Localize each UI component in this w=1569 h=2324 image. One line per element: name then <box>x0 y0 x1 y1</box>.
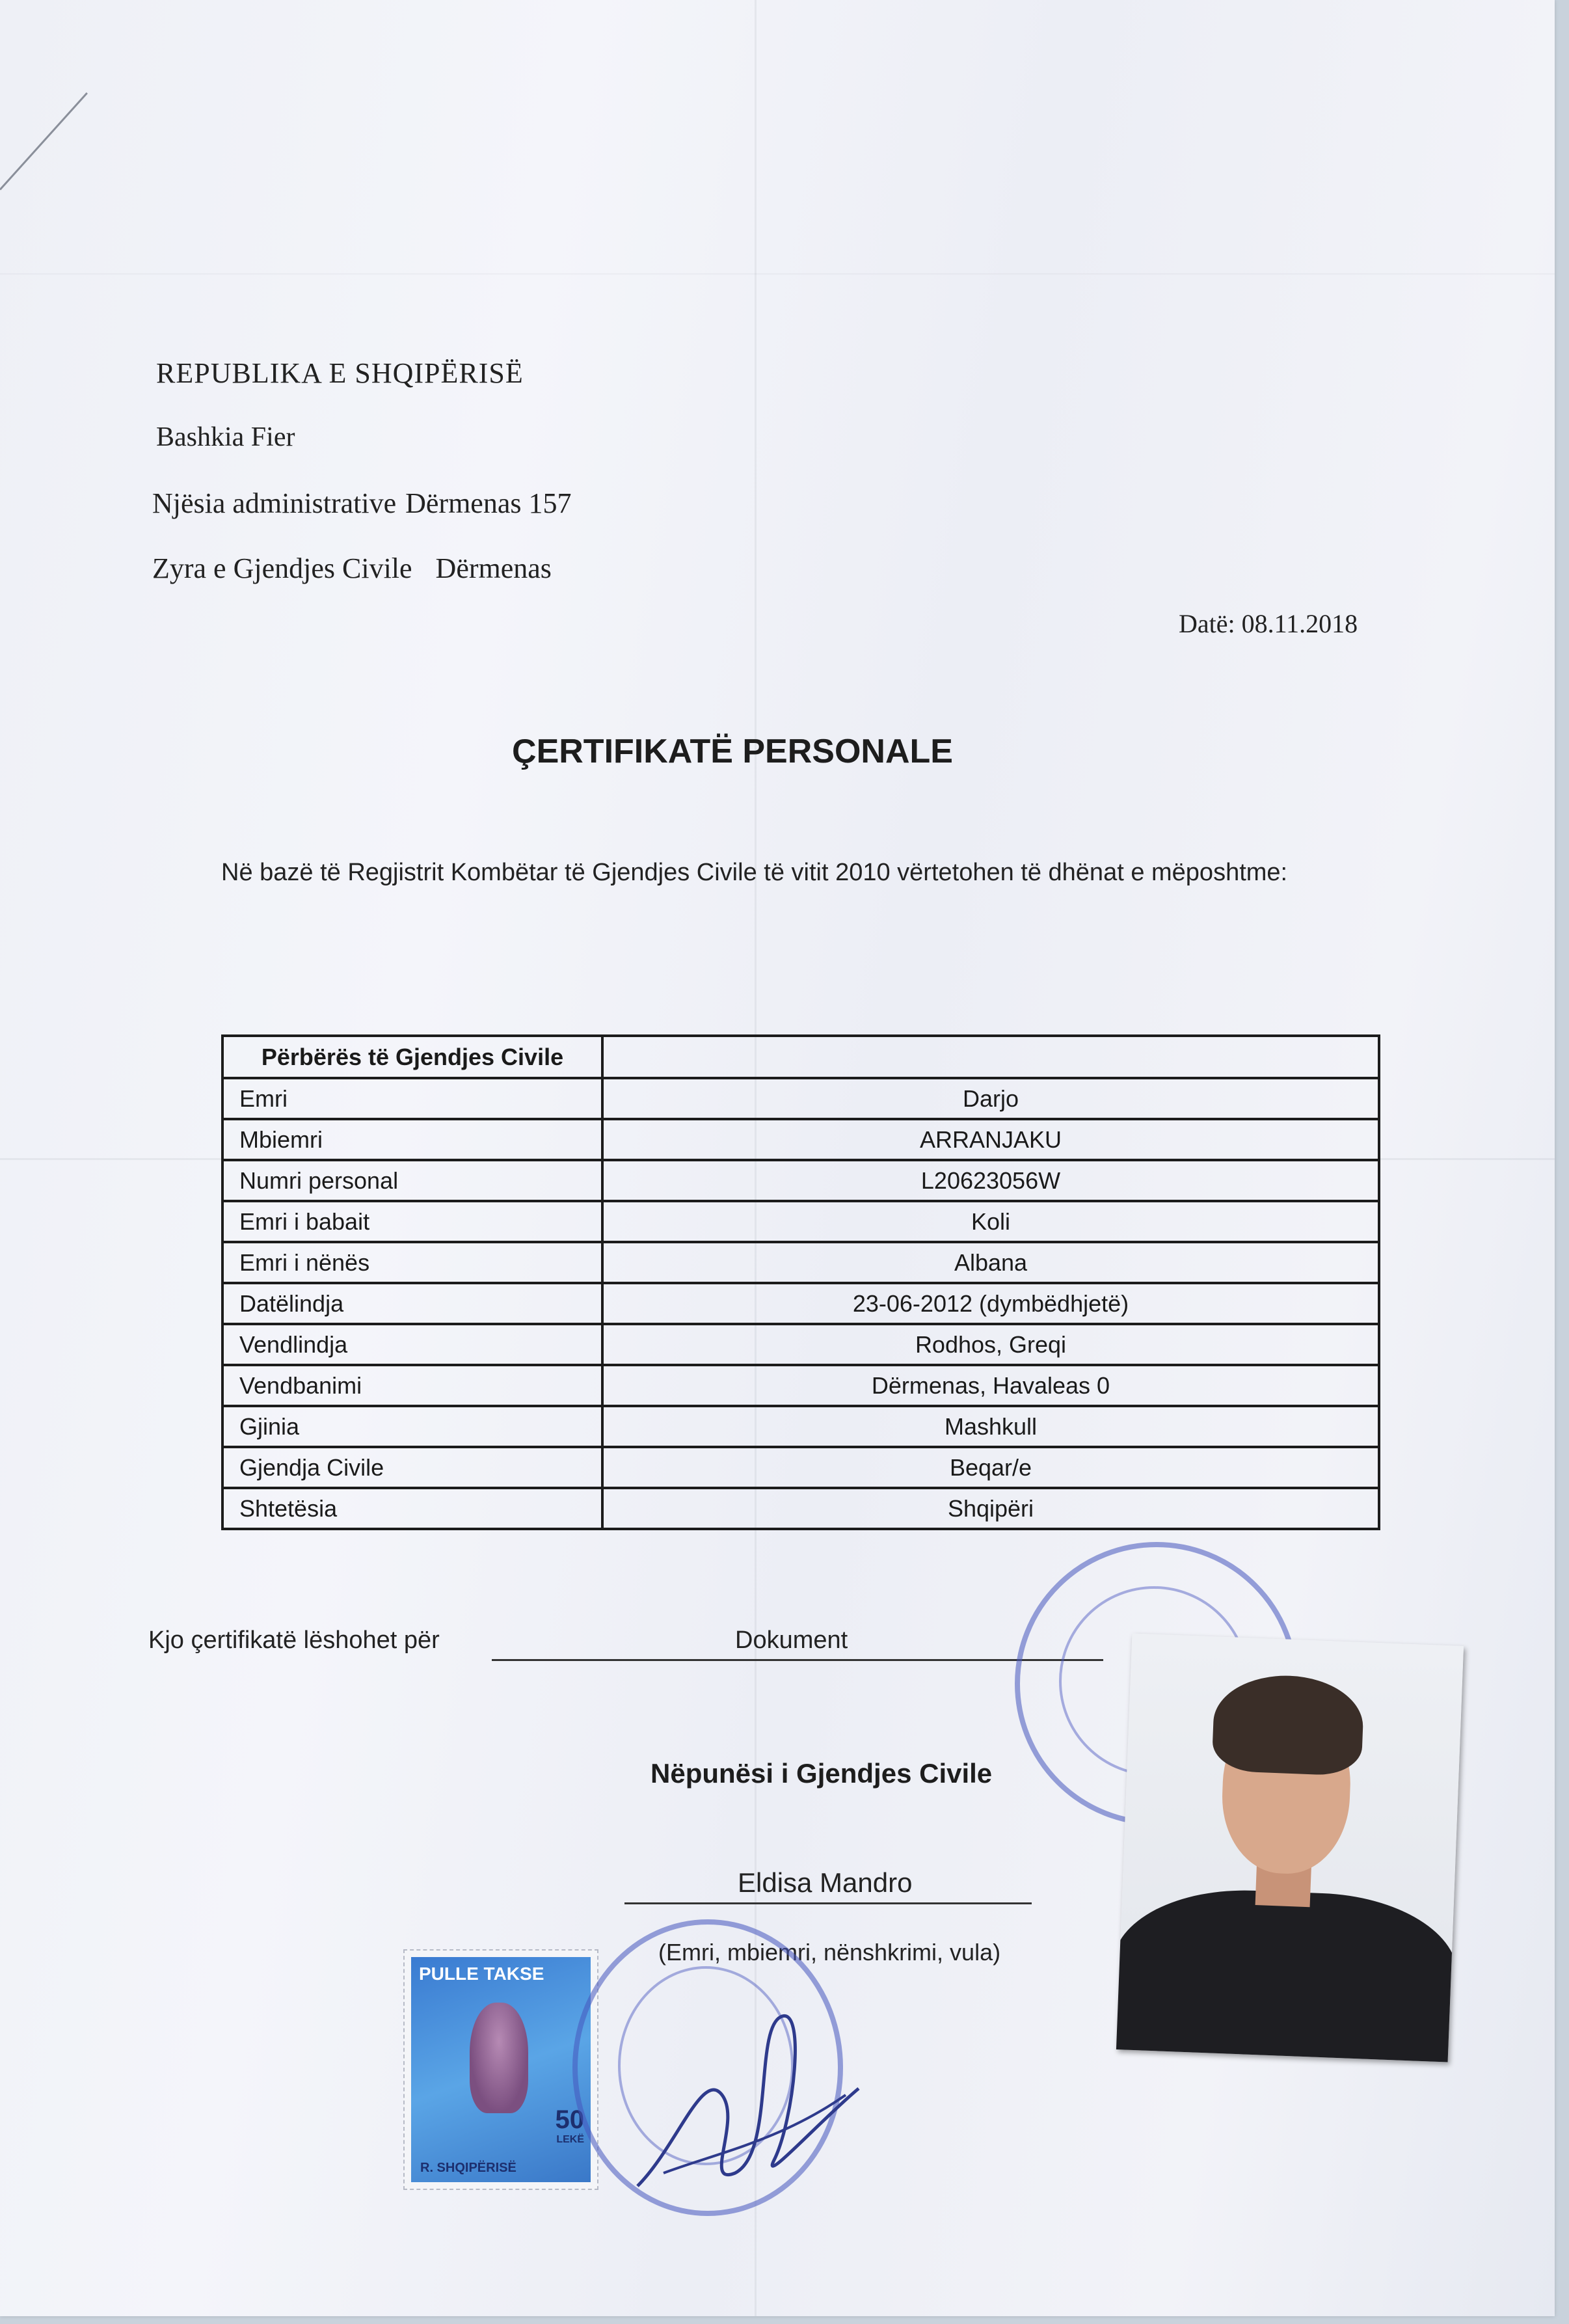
row-value: Dërmenas, Havaleas 0 <box>602 1365 1379 1406</box>
tax-stamp-face <box>411 1957 591 2182</box>
fold-line-horizontal-top <box>0 273 1555 275</box>
officer-note: (Emri, mbiemri, nënshkrimi, vula) <box>658 1939 1001 1966</box>
table-row <box>222 1324 1379 1365</box>
row-value: 23-06-2012 (dymbëdhjetë) <box>602 1283 1379 1324</box>
row-label: Mbiemri <box>222 1119 602 1160</box>
intro-text: Në bazë të Regjistrit Kombëtar të Gjendjes Civile të vitit 2010 vërtetohen të dhënat e mëposhtme: <box>221 859 1288 886</box>
portrait-photo <box>1116 1633 1464 2062</box>
tax-stamp <box>403 1949 598 2190</box>
table-header: Përbërës të Gjendjes Civile <box>222 1036 602 1078</box>
tax-stamp-title: PULLE TAKSE <box>419 1964 544 1984</box>
table-row <box>222 1488 1379 1529</box>
row-label: Vendlindja <box>222 1324 602 1365</box>
signature-scribble <box>624 1991 872 2212</box>
admin-unit-value: Dërmenas 157 <box>405 487 572 519</box>
row-value: Albana <box>602 1242 1379 1283</box>
table-row <box>222 1283 1379 1324</box>
tax-stamp-unit: LEKË <box>556 2134 584 2145</box>
row-label: Numri personal <box>222 1160 602 1201</box>
row-label: Gjinia <box>222 1406 602 1447</box>
tax-stamp-value: 50 <box>555 2105 584 2134</box>
header-municipality: Bashkia Fier <box>156 422 295 452</box>
document-title-text: ÇERTIFIKATË PERSONALE <box>512 733 953 770</box>
issued-for-line <box>492 1659 1103 1661</box>
table-row <box>222 1242 1379 1283</box>
row-label: Emri i babait <box>222 1201 602 1242</box>
row-value: Mashkull <box>602 1406 1379 1447</box>
row-value: Rodhos, Greqi <box>602 1324 1379 1365</box>
row-label: Datëlindja <box>222 1283 602 1324</box>
tax-stamp-portrait <box>470 2003 528 2113</box>
header-admin-unit <box>152 487 572 520</box>
admin-unit-label: Njësia administrative <box>152 487 397 519</box>
table-header-empty <box>602 1036 1379 1078</box>
row-label: Gjendja Civile <box>222 1447 602 1488</box>
office-value: Dërmenas <box>435 552 552 584</box>
row-value: Koli <box>602 1201 1379 1242</box>
table-header-row <box>222 1036 1379 1078</box>
table-row <box>222 1447 1379 1488</box>
row-value: Darjo <box>602 1078 1379 1119</box>
officer-signature-line <box>624 1902 1032 1904</box>
tax-stamp-country: R. SHQIPËRISË <box>420 2161 516 2175</box>
civil-status-table <box>221 1034 1380 1530</box>
header-republic: REPUBLIKA E SHQIPËRISË <box>156 357 524 389</box>
document-title <box>0 732 1569 771</box>
header-office <box>152 552 552 585</box>
officer-name: Eldisa Mandro <box>738 1867 913 1898</box>
row-label: Vendbanimi <box>222 1365 602 1406</box>
table-row <box>222 1201 1379 1242</box>
row-label: Shtetësia <box>222 1488 602 1529</box>
row-label: Emri i nënës <box>222 1242 602 1283</box>
office-label: Zyra e Gjendjes Civile <box>152 552 412 584</box>
table-row <box>222 1119 1379 1160</box>
table-row <box>222 1160 1379 1201</box>
issued-for-value: Dokument <box>735 1627 848 1654</box>
table-row <box>222 1406 1379 1447</box>
row-value: L20623056W <box>602 1160 1379 1201</box>
table-row <box>222 1365 1379 1406</box>
row-value: ARRANJAKU <box>602 1119 1379 1160</box>
officer-title: Nëpunësi i Gjendjes Civile <box>650 1758 993 1789</box>
row-value: Beqar/e <box>602 1447 1379 1488</box>
row-value: Shqipëri <box>602 1488 1379 1529</box>
table-row <box>222 1078 1379 1119</box>
issue-date: Datë: 08.11.2018 <box>1179 609 1358 638</box>
row-label: Emri <box>222 1078 602 1119</box>
folded-corner-edge <box>0 92 88 191</box>
issued-for-label: Kjo çertifikatë lëshohet për <box>148 1627 440 1654</box>
